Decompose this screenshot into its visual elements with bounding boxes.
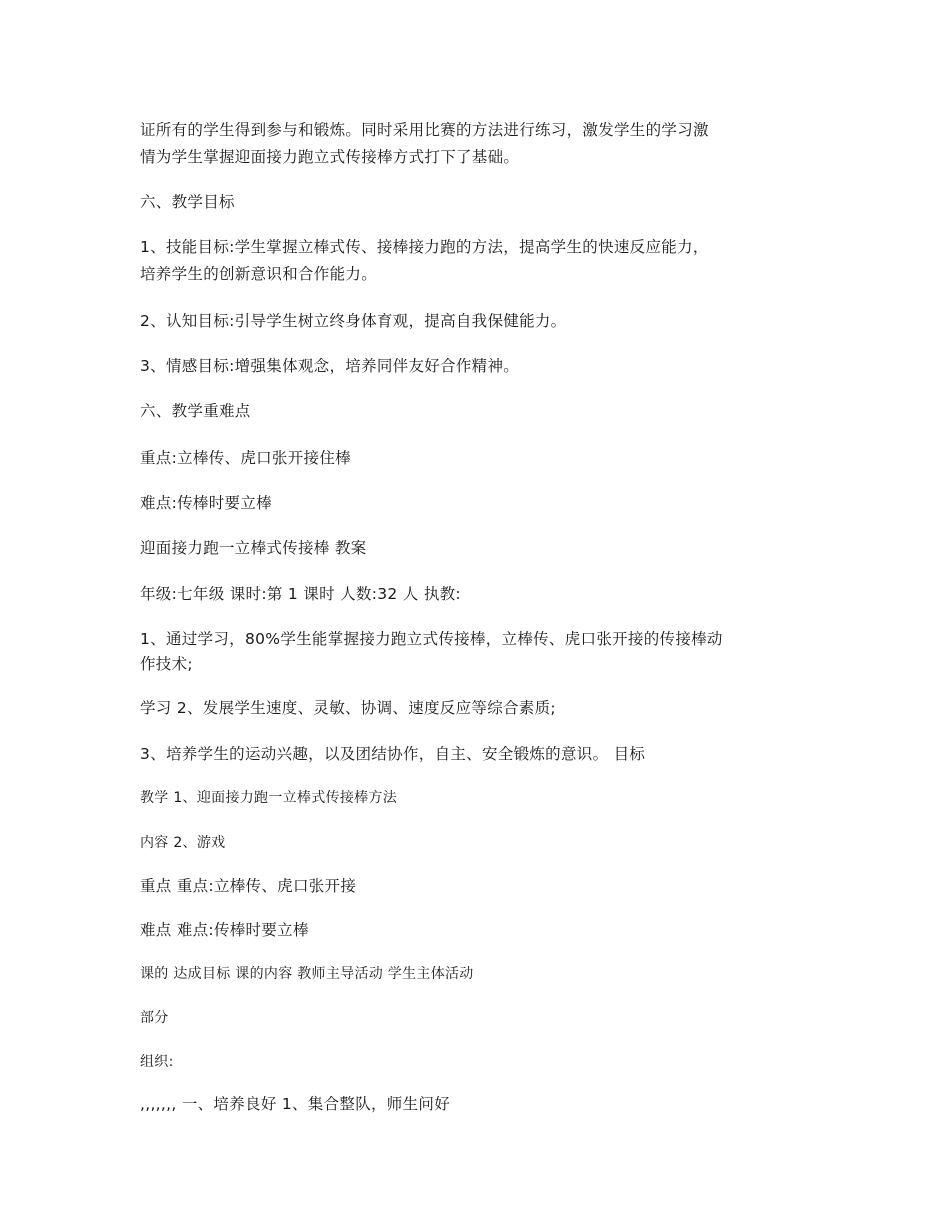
section-heading: 六、教学目标 [140, 193, 235, 211]
paragraph-line: 组织: [140, 1054, 174, 1070]
paragraph-line: 内容 2、游戏 [140, 835, 226, 851]
paragraph-line: 2、认知目标:引导学生树立终身体育观，提高自我保健能力。 [140, 312, 567, 330]
paragraph-line: 培养学生的创新意识和合作能力。 [140, 265, 378, 283]
paragraph-line: 1、技能目标:学生掌握立棒式传、接棒接力跑的方法，提高学生的快速反应能力， [140, 238, 709, 256]
paragraph-line: 年级:七年级 课时:第 1 课时 人数:32 人 执教: [140, 585, 461, 603]
paragraph-line: 教学 1、迎面接力跑一立棒式传接棒方法 [140, 790, 398, 806]
section-heading: 六、教学重难点 [140, 402, 251, 420]
paragraph-line: 1、通过学习，80%学生能掌握接力跑立式传接棒，立棒传、虎口张开接的传接棒动 [140, 630, 723, 648]
paragraph-line: 难点:传棒时要立棒 [140, 494, 272, 512]
paragraph-line: 重点:立棒传、虎口张开接住棒 [140, 449, 351, 467]
paragraph-line: 3、情感目标:增强集体观念，培养同伴友好合作精神。 [140, 357, 520, 375]
paragraph-line: 证所有的学生得到参与和锻炼。同时采用比赛的方法进行练习，激发学生的学习激 [140, 121, 709, 139]
paragraph-line: 难点 难点:传棒时要立棒 [140, 921, 309, 939]
paragraph-line: 情为学生掌握迎面接力跑立式传接棒方式打下了基础。 [140, 148, 520, 166]
paragraph-line: ,,,,,,, 一、培养良好 1、集合整队，师生问好 [140, 1095, 451, 1113]
paragraph-line: 部分 [140, 1010, 169, 1026]
paragraph-line: 作技术; [140, 655, 193, 673]
paragraph-line: 3、培养学生的运动兴趣，以及团结协作，自主、安全锻炼的意识。 目标 [140, 745, 646, 763]
paragraph-line: 学习 2、发展学生速度、灵敏、协调、速度反应等综合素质; [140, 699, 556, 717]
paragraph-line: 课的 达成目标 课的内容 教师主导活动 学生主体活动 [140, 966, 474, 982]
paragraph-line: 重点 重点:立棒传、虎口张开接 [140, 877, 357, 895]
document-title: 迎面接力跑一立棒式传接棒 教案 [140, 539, 367, 557]
